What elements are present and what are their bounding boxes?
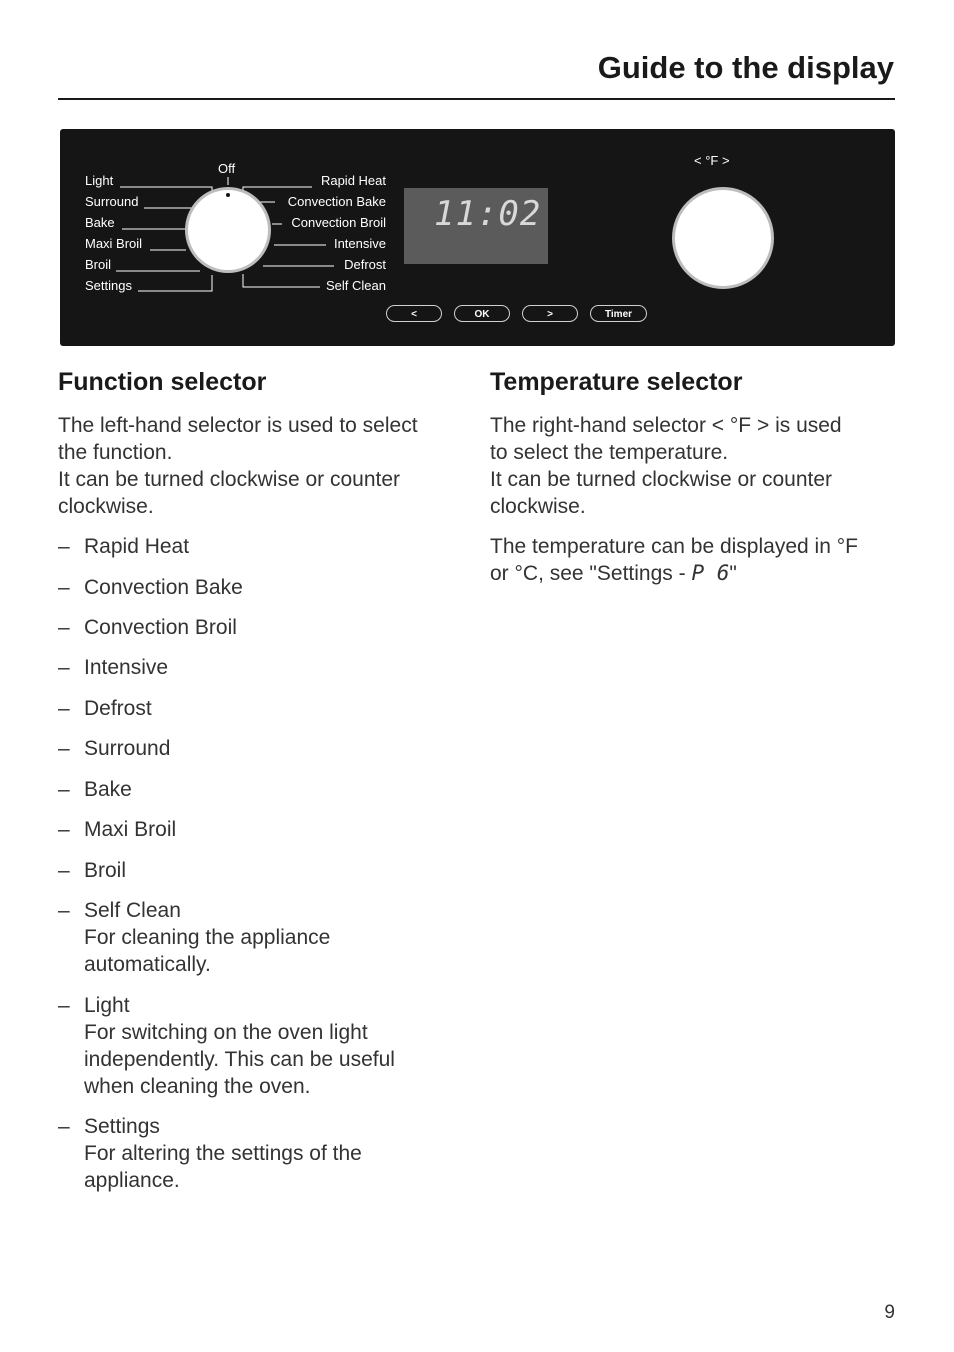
settings-code: P 6 <box>691 561 730 585</box>
function-label-convection-broil: Convection Broil <box>291 215 386 230</box>
list-item-desc: when cleaning the oven. <box>84 1075 311 1098</box>
list-item-name: Defrost <box>84 697 152 720</box>
list-item-desc: For switching on the oven light <box>84 1021 368 1044</box>
list-dash: – <box>58 535 70 558</box>
temperature-selector-heading: Temperature selector <box>490 368 743 396</box>
time-display <box>404 188 548 264</box>
list-item-body <box>84 992 395 1100</box>
intro-line: to select the temperature. <box>490 441 729 464</box>
prev-button[interactable]: < <box>386 305 442 322</box>
control-panel-illustration <box>60 129 895 346</box>
list-item-body <box>84 1113 362 1194</box>
intro-line <box>490 412 900 439</box>
function-label-surround: Surround <box>85 194 139 209</box>
function-selector-heading: Function selector <box>58 368 267 396</box>
intro-line: It can be turned clockwise or counter <box>58 468 401 491</box>
intro-text: The right-hand selector <box>490 414 706 437</box>
list-item-body <box>84 897 330 978</box>
function-label-broil: Broil <box>85 257 112 272</box>
list-item-name: Settings <box>84 1115 160 1138</box>
list-item-desc: automatically. <box>84 953 211 976</box>
list-item-name: Bake <box>84 778 132 801</box>
intro-line: clockwise. <box>58 495 154 518</box>
function-label-rapid-heat: Rapid Heat <box>320 173 386 188</box>
list-item-desc: For cleaning the appliance <box>84 926 331 949</box>
note-text: or °C, see "Settings - <box>490 562 686 585</box>
page-title: Guide to the display <box>597 50 894 85</box>
function-label-light: Light <box>85 173 114 188</box>
intro-line: the function. <box>58 441 173 464</box>
note-line: The temperature can be displayed in °F <box>490 535 858 558</box>
timer-button[interactable]: Timer <box>590 305 647 322</box>
temperature-selector-knob[interactable] <box>672 187 774 289</box>
list-item-name: Rapid Heat <box>84 535 190 558</box>
list-dash: – <box>58 994 70 1017</box>
off-label: Off <box>218 161 236 176</box>
function-label-bake: Bake <box>85 215 115 230</box>
intro-line: clockwise. <box>490 495 586 518</box>
list-item-name: Broil <box>84 859 127 882</box>
function-label-maxi-broil: Maxi Broil <box>85 236 143 251</box>
note-line <box>490 560 900 587</box>
knob-indicator-dot <box>226 193 230 197</box>
function-label-convection-bake: Convection Bake <box>287 194 386 209</box>
list-dash: – <box>58 1115 70 1138</box>
title-divider <box>58 98 895 100</box>
function-label-defrost: Defrost <box>344 257 386 272</box>
list-item-desc: For altering the settings of the <box>84 1142 362 1165</box>
function-selector-intro <box>58 412 418 520</box>
time-display-value: 11:02 <box>434 194 542 234</box>
list-item-name: Surround <box>84 737 171 760</box>
list-dash: – <box>58 576 70 599</box>
list-dash: – <box>58 778 70 801</box>
function-label-self-clean: Self Clean <box>326 278 386 293</box>
function-label-settings: Settings <box>85 278 132 293</box>
list-item-name: Convection Broil <box>84 616 237 639</box>
note-text: " <box>729 562 737 585</box>
list-dash: – <box>58 656 70 679</box>
temperature-selector-intro <box>490 412 900 520</box>
intro-line: The left-hand selector is used to select <box>58 414 418 437</box>
next-button[interactable]: > <box>522 305 578 322</box>
page-number: 9 <box>884 1302 895 1323</box>
intro-text: is used <box>775 414 842 437</box>
intro-line: It can be turned clockwise or counter <box>490 468 833 491</box>
list-item-name: Self Clean <box>84 899 181 922</box>
list-item-name: Maxi Broil <box>84 818 177 841</box>
list-dash: – <box>58 697 70 720</box>
temperature-label: < °F > <box>694 153 730 168</box>
list-dash: – <box>58 616 70 639</box>
function-label-intensive: Intensive <box>333 236 386 251</box>
temperature-symbol: < °F > <box>711 414 770 437</box>
list-dash: – <box>58 818 70 841</box>
list-dash: – <box>58 899 70 922</box>
ok-button[interactable]: OK <box>454 305 510 322</box>
list-item-desc: independently. This can be useful <box>84 1048 395 1071</box>
function-selector-knob[interactable] <box>185 187 271 273</box>
list-item-name: Convection Bake <box>84 576 243 599</box>
list-item-name: Intensive <box>84 656 169 679</box>
temperature-unit-note <box>490 533 900 587</box>
list-dash: – <box>58 859 70 882</box>
list-item-desc: appliance. <box>84 1169 180 1192</box>
list-dash: – <box>58 737 70 760</box>
list-item-name: Light <box>84 994 130 1017</box>
